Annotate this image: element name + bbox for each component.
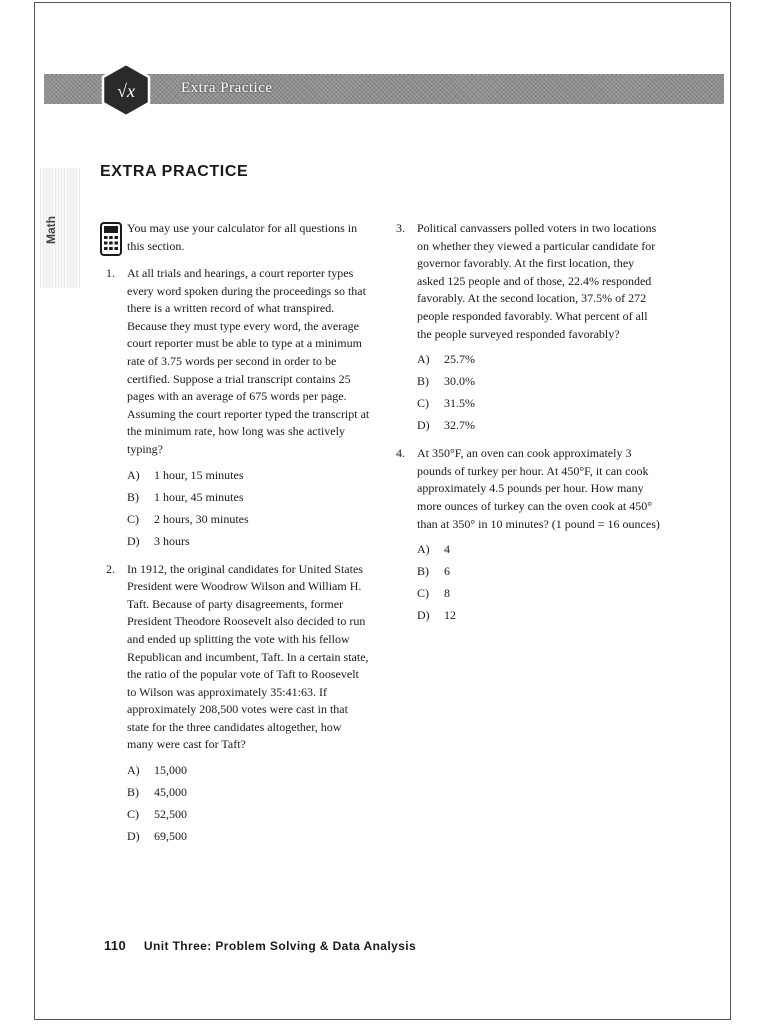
page-footer [104, 938, 416, 953]
answer-choices [127, 465, 370, 553]
answer-choice-c[interactable] [127, 509, 370, 531]
answer-choice-b[interactable] [417, 371, 660, 393]
choice-text: 52,500 [154, 807, 187, 822]
choice-letter: B) [127, 785, 139, 800]
section-heading: EXTRA PRACTICE [100, 163, 249, 180]
question-text: At all trials and hearings, a court reporter types every word spoken during the proceedings so that there is a written record of what transpired. Because they must type every word, the average court reporter must be able to type at a minimum rate of 3.75 words per second in order to be certified. Suppose a trial transcript contains 25 pages with an average of 675 words per page. Assuming the court reporter typed the transcript at the minimum rate, how long was she actively typing? [127, 266, 370, 456]
answer-choice-b[interactable] [417, 561, 660, 583]
choice-text: 8 [444, 586, 450, 601]
answer-choice-a[interactable] [417, 349, 660, 371]
question-text: In 1912, the original candidates for United States President were Woodrow Wilson and William H. Taft. Because of party disagreements, former President Theodore Roosevelt also decided to run and ended up splitting the vote with his fellow Republican and incumbent, Taft. In a certain state, the ratio of the popular vote of Taft to Roosevelt to Wilson was approximately 35:41:63. If approximately 208,500 votes were cast in that state for the three candidates altogether, how many were cast for Taft? [127, 561, 369, 752]
choice-letter: C) [127, 807, 139, 822]
question-number: 1. [106, 266, 115, 280]
choice-text: 32.7% [444, 418, 475, 433]
choice-text: 15,000 [154, 763, 187, 778]
choice-letter: C) [417, 396, 429, 411]
choice-letter: B) [417, 564, 429, 579]
answer-choice-d[interactable] [127, 531, 370, 553]
question-text: At 350°F, an oven can cook approximately 3 pounds of turkey per hour. At 450°F, it can cook approximately 4.5 pounds per hour. How many more ounces of turkey can the oven cook at 450° than at 350° in 10 minutes? (1 pound = 16 ounces) [417, 446, 660, 531]
choice-text: 30.0% [444, 374, 475, 389]
choice-text: 2 hours, 30 minutes [154, 511, 249, 526]
right-column [390, 220, 660, 635]
side-tab-label: Math [44, 216, 58, 244]
choice-letter: B) [417, 374, 429, 389]
choice-text: 6 [444, 564, 450, 579]
badge-symbol: √x [117, 81, 135, 101]
choice-text: 69,500 [154, 829, 187, 844]
answer-choice-b[interactable] [127, 782, 370, 804]
answer-choice-c[interactable] [417, 583, 660, 605]
choice-text: 31.5% [444, 396, 475, 411]
choice-letter: A) [127, 763, 140, 778]
choice-letter: C) [417, 586, 429, 601]
answer-choice-a[interactable] [417, 539, 660, 561]
question-2 [100, 561, 370, 849]
choice-letter: D) [127, 829, 140, 844]
answer-choice-a[interactable] [127, 760, 370, 782]
choice-text: 1 hour, 45 minutes [154, 489, 244, 504]
question-3 [390, 220, 660, 437]
answer-choices [127, 760, 370, 848]
answer-choice-b[interactable] [127, 487, 370, 509]
choice-letter: B) [127, 489, 139, 504]
choice-text: 45,000 [154, 785, 187, 800]
choice-letter: A) [127, 467, 140, 482]
answer-choice-a[interactable] [127, 465, 370, 487]
question-number: 2. [106, 561, 115, 576]
calculator-icon [100, 222, 122, 256]
unit-title: Unit Three: Problem Solving & Data Analysis [143, 939, 417, 953]
choice-text: 25.7% [444, 352, 475, 367]
square-root-badge-icon [98, 62, 154, 118]
banner-title: Extra Practice [181, 80, 273, 96]
choice-text: 4 [444, 542, 450, 557]
left-column [100, 265, 370, 856]
question-1 [100, 265, 370, 553]
choice-letter: D) [417, 418, 430, 433]
question-number: 4. [396, 446, 405, 461]
choice-text: 1 hour, 15 minutes [154, 467, 244, 482]
choice-letter: D) [417, 608, 430, 623]
question-number: 3. [396, 221, 405, 235]
question-text: Political canvassers polled voters in two locations on whether they viewed a particular candidate for governor favorably. At the first location, they asked 125 people and of those, 22.4% responded favorably. At the second location, 37.5% of 272 people responded favorably. What percent of all the people surveyed responded favorably? [417, 221, 657, 341]
answer-choices [417, 349, 660, 437]
page-number: 110 [104, 938, 127, 953]
answer-choices [417, 539, 660, 627]
question-4 [390, 445, 660, 627]
choice-letter: A) [417, 352, 430, 367]
choice-letter: A) [417, 542, 430, 557]
choice-letter: C) [127, 511, 139, 526]
answer-choice-c[interactable] [417, 393, 660, 415]
answer-choice-c[interactable] [127, 804, 370, 826]
choice-letter: D) [127, 533, 140, 548]
calculator-note: You may use your calculator for all questions in this section. [127, 221, 358, 253]
answer-choice-d[interactable] [417, 415, 660, 437]
answer-choice-d[interactable] [127, 826, 370, 848]
choice-text: 3 hours [154, 533, 190, 548]
answer-choice-d[interactable] [417, 605, 660, 627]
choice-text: 12 [444, 608, 456, 623]
